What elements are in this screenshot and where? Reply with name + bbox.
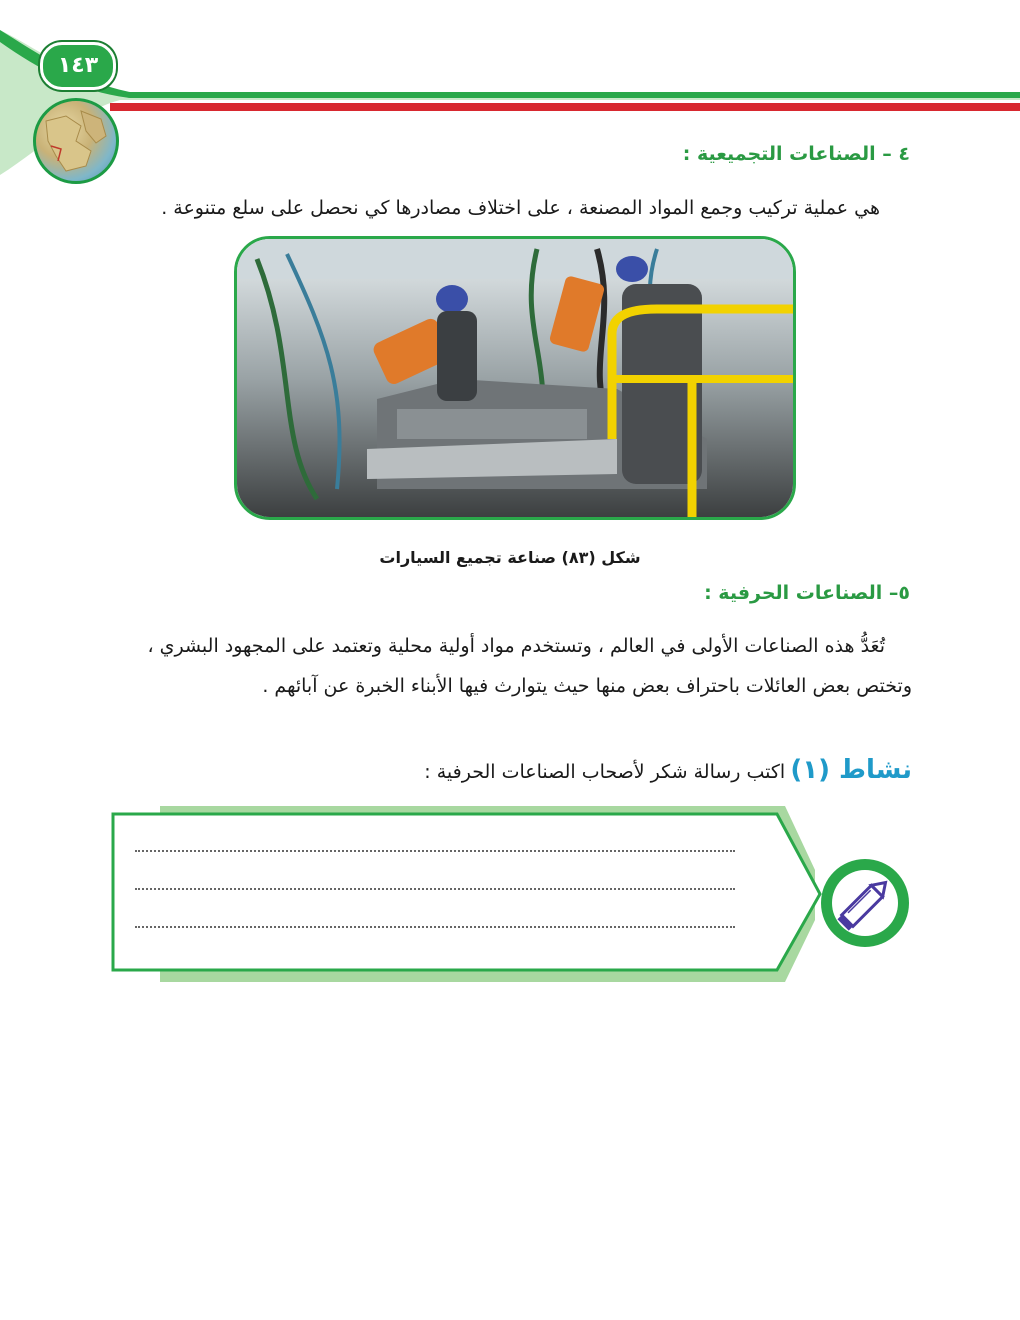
- section-5-line-1: تُعَدُّ هذه الصناعات الأولى في العالم ، وتستخدم مواد أولية محلية وتعتمد على المجهود البشري ،: [147, 635, 885, 657]
- activity-title: نشاط (١): [790, 755, 912, 785]
- answer-line[interactable]: [135, 926, 735, 928]
- globe-map-icon: [33, 98, 119, 184]
- pencil-icon: [816, 854, 914, 952]
- activity-header: [312, 752, 912, 791]
- answer-line[interactable]: [135, 850, 735, 852]
- answer-box-frame: [105, 800, 825, 990]
- page-number-badge: ١٤٣: [40, 42, 116, 90]
- section-5-heading: ٥– الصناعات الحرفية :: [704, 582, 910, 604]
- activity-instruction: اكتب رسالة شكر لأصحاب الصناعات الحرفية :: [424, 761, 786, 783]
- figure-caption: شكل (٨٣) صناعة تجميع السيارات: [379, 548, 641, 567]
- section-4-heading: ٤ – الصناعات التجميعية :: [682, 143, 910, 165]
- section-4-text: هي عملية تركيب وجمع المواد المصنعة ، على اختلاف مصادرها كي نحصل على سلع متنوعة .: [161, 197, 880, 219]
- header-band: [0, 0, 1020, 200]
- answer-line[interactable]: [135, 888, 735, 890]
- section-5-line-2: وتختص بعض العائلات باحتراف بعض منها حيث يتوارث فيها الأبناء الخبرة عن آبائهم .: [262, 675, 912, 697]
- car-assembly-photo: [234, 236, 796, 520]
